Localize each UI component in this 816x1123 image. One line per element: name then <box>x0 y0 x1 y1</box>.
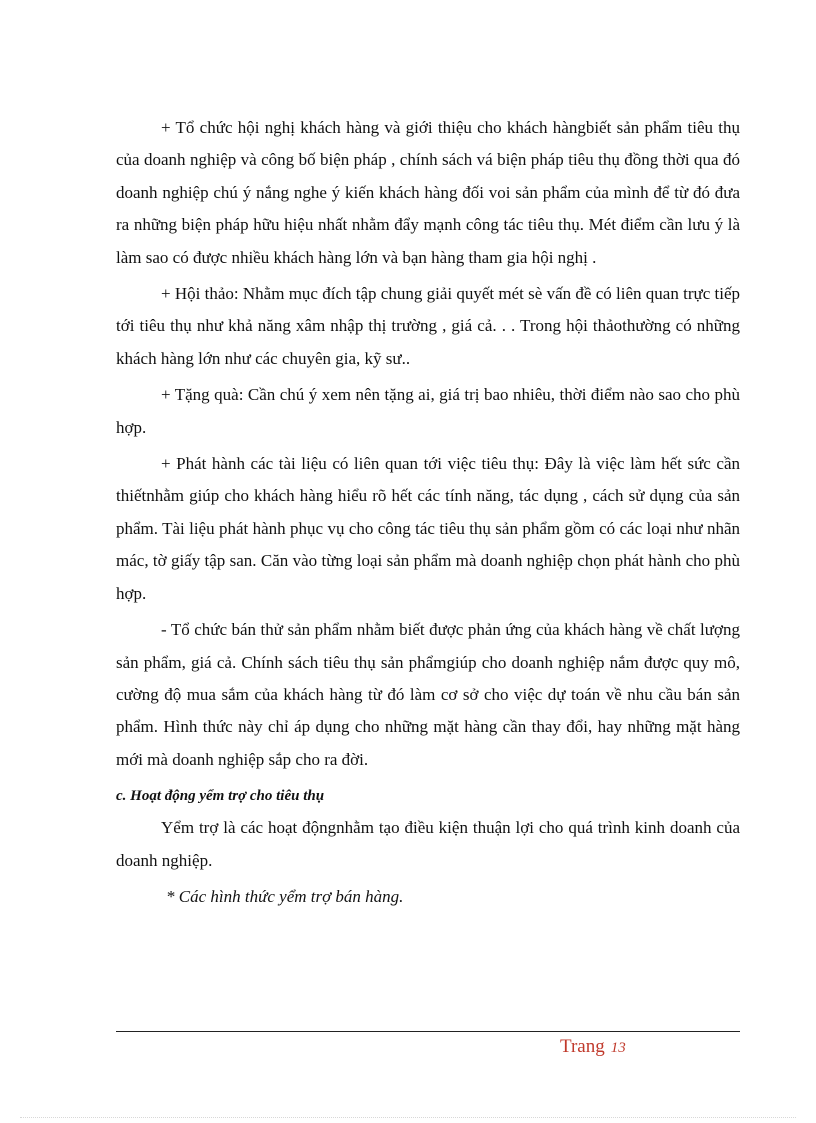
footer-page-number: 13 <box>610 1040 626 1056</box>
document-body <box>116 112 740 913</box>
paragraph-documents: + Phát hành các tài liệu có liên quan tới việc tiêu thụ: Đây là việc làm hết sức cần thiếtnhằm giúp cho khách hàng hiểu rõ hết các tính năng, tác dụng , cách sử dụng của sản phẩm. Tài liệu phát hành phục vụ cho công tác tiêu thụ sản phẩm gồm có các loại như nhãn mác, tờ giấy tập san. Căn vào từng loại sản phẩm mà doanh nghiệp chọn phát hành cho phù hợp. <box>116 454 740 603</box>
section-heading: c. Hoạt động yểm trợ cho tiêu thụ <box>116 788 325 805</box>
page-bottom-border <box>20 1117 796 1118</box>
sub-heading: * Các hình thức yểm trợ bán hàng. <box>166 886 404 906</box>
paragraph-trial-sales: - Tổ chức bán thử sản phẩm nhằm biết được phản ứng của khách hàng về chất lượng sản phẩm, giá cả. Chính sách tiêu thụ sản phẩmgiúp cho doanh nghiệp nắm được quy mô, cường độ mua sắm của khách hàng từ đó làm cơ sở cho việc dự toán về nhu cầu bán sản phẩm. Hình thức này chỉ áp dụng cho những mặt hàng cần thay đổi, hay những mặt hàng mới mà doanh nghiệp sắp cho ra đời. <box>116 620 740 769</box>
footer-page-label: Trang <box>560 1036 605 1057</box>
page-footer <box>560 1036 626 1058</box>
paragraph-support: Yểm trợ là các hoạt độngnhằm tạo điều kiện thuận lợi cho quá trình kinh doanh của doanh nghiệp. <box>116 818 740 870</box>
footer-rule <box>116 1031 740 1032</box>
paragraph-customer-conference: + Tổ chức hội nghị khách hàng và giới thiệu cho khách hàngbiết sản phẩm tiêu thụ của doanh nghiệp và công bố biện pháp , chính sách vá biện pháp tiêu thụ đồng thời qua đó doanh nghiệp chú ý nắng nghe ý kiến khách hàng đối voi sản phẩm của mình để từ đó đưa ra những biện pháp hữu hiệu nhất nhằm đẩy mạnh công tác tiêu thụ. Mét điểm cần lưu ý là làm sao có được nhiều khách hàng lớn và bạn hàng tham gia hội nghị . <box>116 118 740 267</box>
paragraph-gifts: + Tặng quà: Cần chú ý xem nên tặng ai, giá trị bao nhiêu, thời điểm nào sao cho phù hợp. <box>116 385 740 437</box>
paragraph-seminar: + Hội thảo: Nhằm mục đích tập chung giải quyết mét sè vấn đề có liên quan trực tiếp tới tiêu thụ như khả năng xâm nhập thị trường , giá cả. . . Trong hội thảothường có những khách hàng lớn như các chuyên gia, kỹ sư.. <box>116 284 740 368</box>
